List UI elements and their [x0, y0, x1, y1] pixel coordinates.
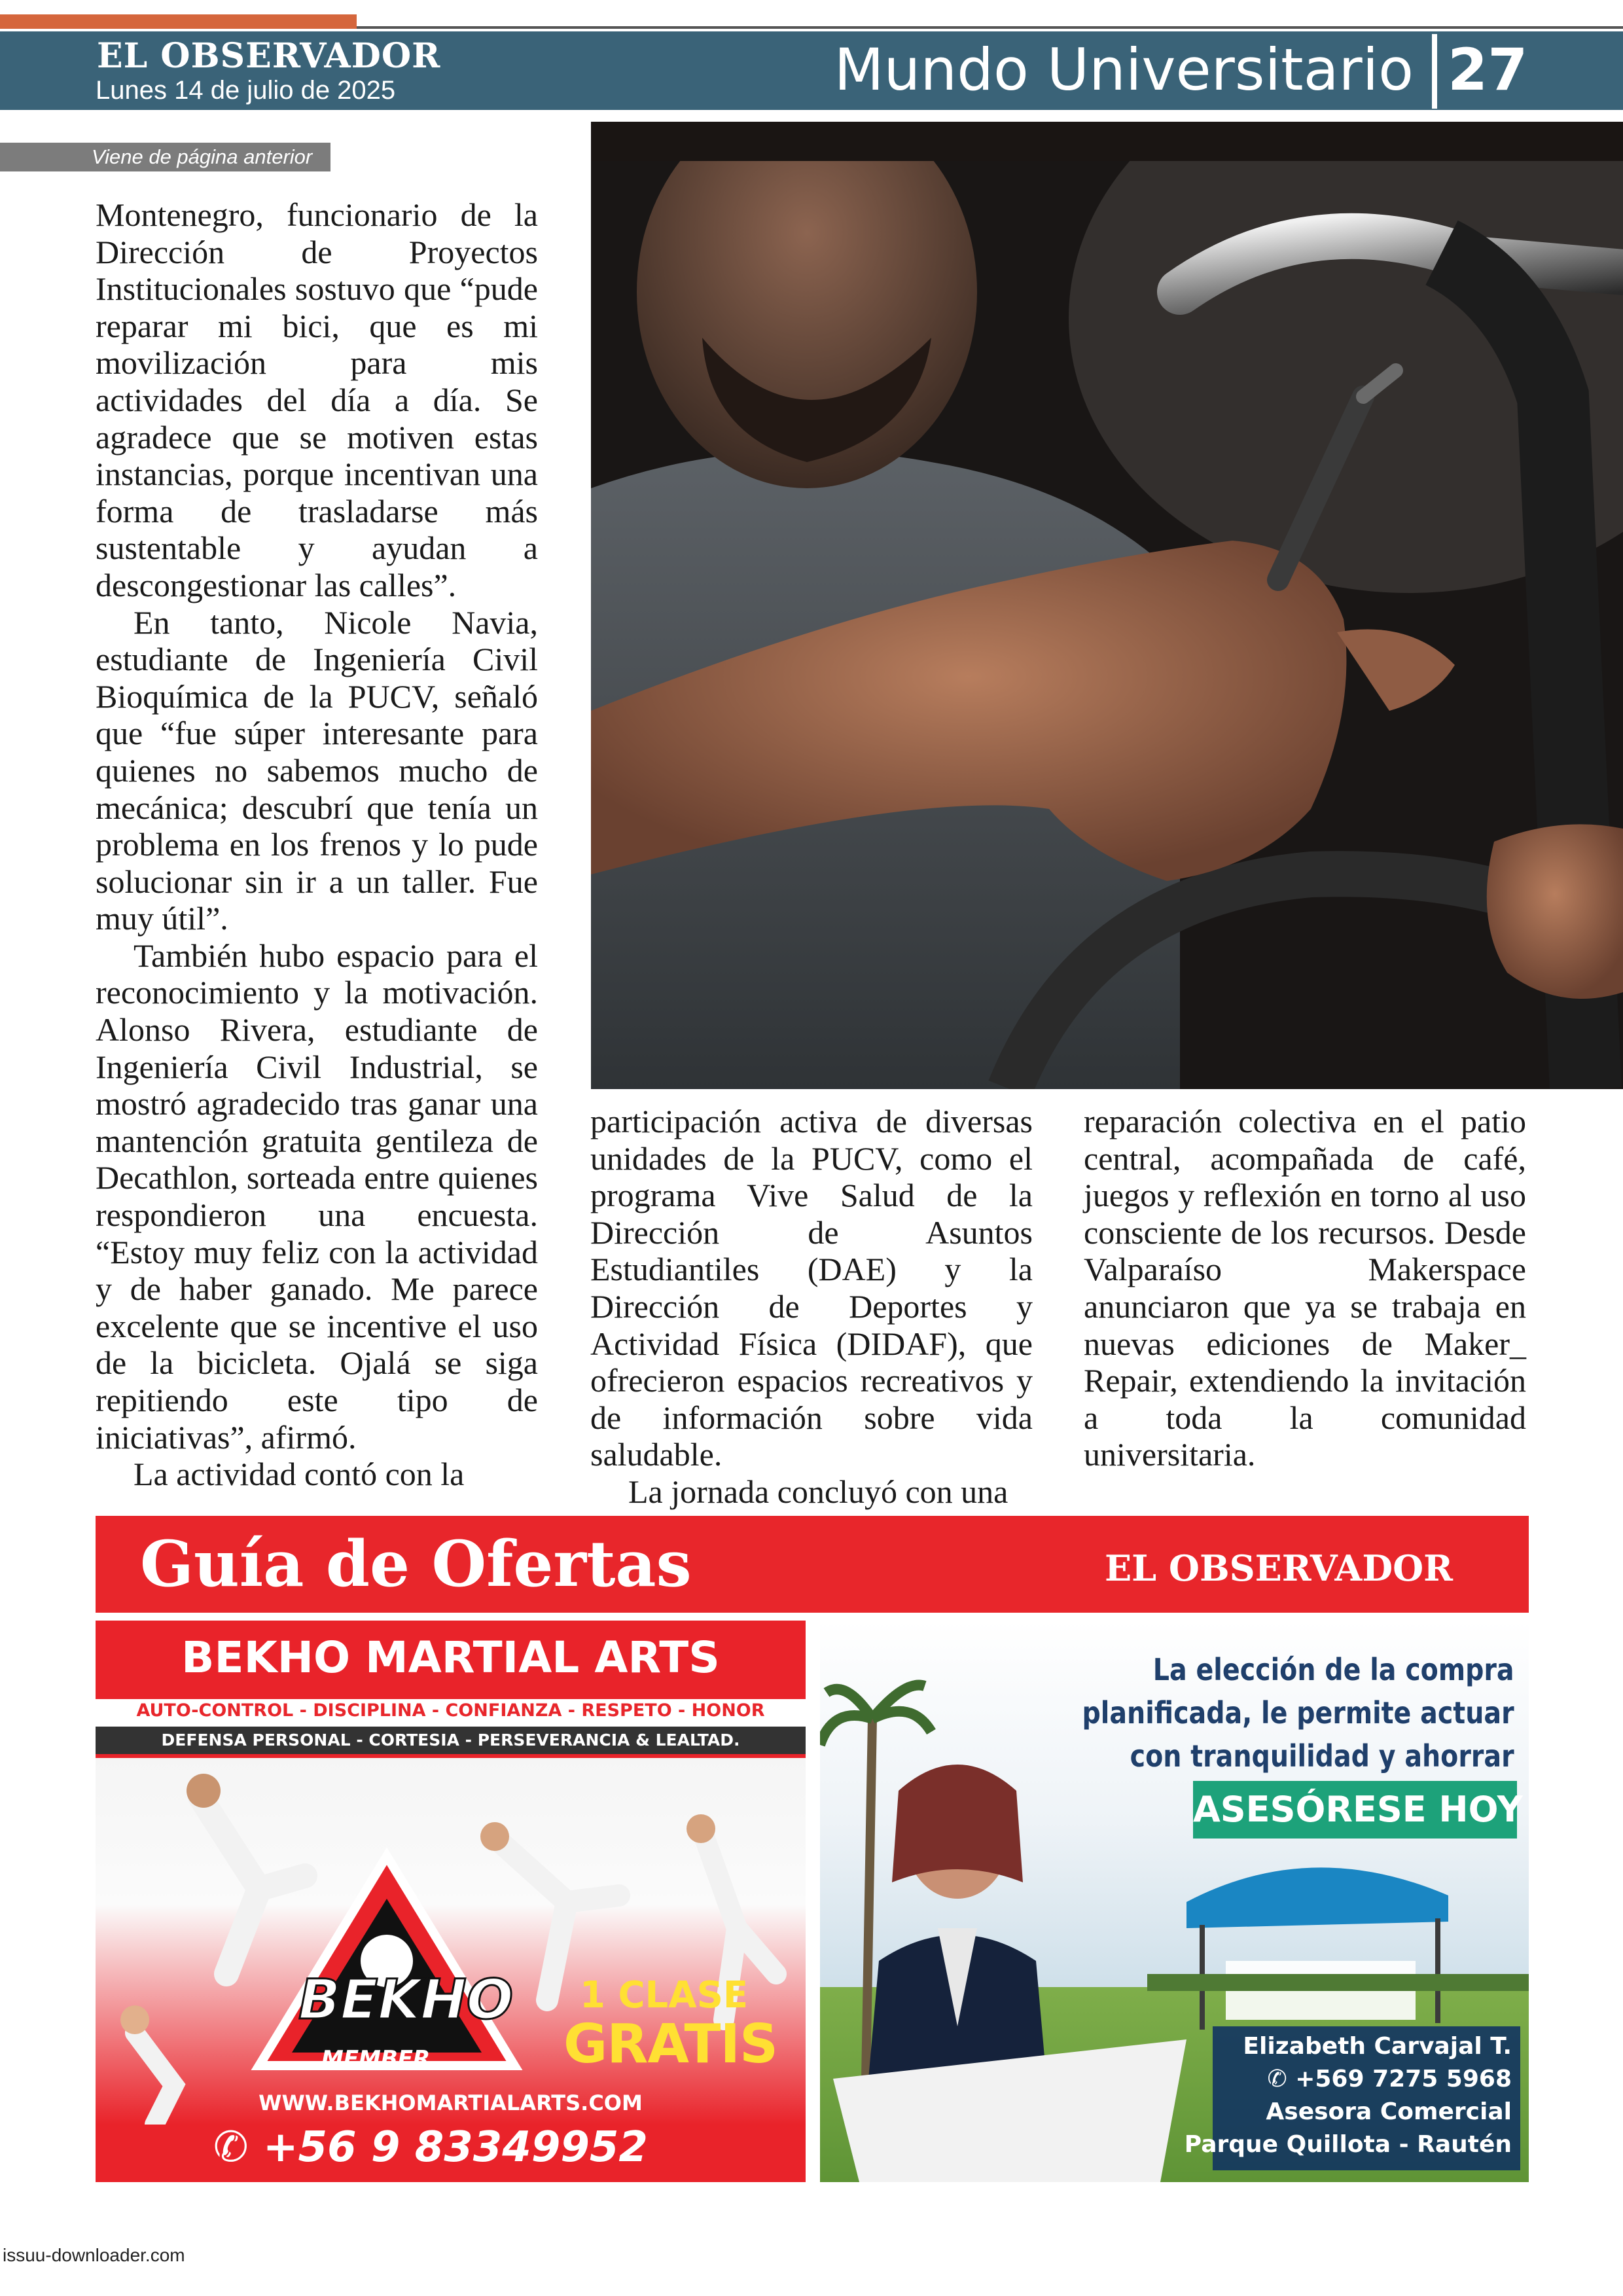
ad-advisor-phone[interactable]	[1185, 2063, 1512, 2096]
paragraph: reparación colectiva en el patio central, acompañada de café, juegos y reflexión en torno al uso consciente de los recursos. Desde Valparaíso Makerspace anunciaron que ya se trabaja en nuevas ediciones de Maker_ Repair, extendiendo la invitación a toda la comunidad universitaria.	[1084, 1103, 1526, 1473]
ad-bekho-logo: BEKHO	[298, 1967, 514, 2032]
bike-repair-illustration	[591, 122, 1623, 1089]
ads-section-title: Guía de Ofertas	[140, 1527, 692, 1601]
header-divider	[1432, 34, 1437, 109]
ad-advisor-location: Parque Quillota - Rautén	[1184, 2131, 1512, 2158]
paragraph: También hubo espacio para el reconocimiento y la motivación. Alonso Rivera, estudiante de Ingeniería Civil Industrial, se mostró agradecido tras ganar una mantención gratuita gentileza de Decathlon, sorteada entre quienes respondieron una encuesta. “Estoy muy feliz con la actividad y de haber ganado. Me parece excelente que se incentive el uso de la bicicleta. Ojalá se siga repitiendo este tipo de iniciativas”, afirmó.	[96, 937, 538, 1456]
ad-bekho-phone[interactable]	[213, 2123, 648, 2172]
page-number: 27	[1448, 36, 1528, 103]
issue-date: Lunes 14 de julio de 2025	[96, 76, 396, 105]
ad-bekho-martial-arts[interactable]	[96, 1621, 806, 2182]
ad-bekho-values-line-1: AUTO-CONTROL - DISCIPLINA - CONFIANZA - RESPETO - HONOR	[136, 1700, 765, 1721]
paragraph: Montenegro, funcionario de la Dirección de Proyectos Institucionales sostuvo que “pude reparar mi bici, que es mi movilización para mis actividades del día a día. Se agradece que se motiven estas instancias, porque incentivan una forma de trasladarse más sustentable y ayudan a descongestionar las calles”.	[96, 196, 538, 603]
whatsapp-icon: ✆	[213, 2123, 263, 2172]
watermark: issuu-downloader.com	[3, 2245, 185, 2265]
paragraph: La jornada concluyó con una	[628, 1473, 1008, 1510]
ad-advisor-phone-number: +569 7275 5968	[1295, 2066, 1512, 2092]
article-photo-bike-repair	[591, 122, 1623, 1089]
ad-bekho-promo-line-1: 1 CLASE	[580, 1974, 749, 2017]
whatsapp-icon: ✆	[1267, 2066, 1296, 2092]
ad-advisor-cta[interactable]: ASESÓRESE HOY	[1193, 1781, 1517, 1839]
paragraph: La actividad contó con la	[134, 1456, 465, 1493]
continuation-tag: Viene de página anterior	[0, 143, 330, 171]
ad-bekho-values-line-2: DEFENSA PERSONAL - CORTESIA - PERSEVERANCIA & LEALTAD.	[96, 1727, 806, 1754]
header-rule	[357, 26, 1623, 29]
newspaper-name: EL OBSERVADOR	[97, 36, 441, 76]
paragraph: participación activa de diversas unidades de la PUCV, como el programa Vive Salud de la Dirección de Asuntos Estudiantiles (DAE) y la Dirección de Deportes y Actividad Física (DIDAF), que ofrecieron espacios recreativos y de información sobre vida saludable.	[590, 1103, 1033, 1473]
ad-parque-quillota-advisor[interactable]	[820, 1621, 1529, 2182]
header-accent-bar	[0, 14, 357, 29]
ads-brand: EL OBSERVADOR	[1105, 1547, 1454, 1589]
ad-bekho-phone-number: +56 9 83349952	[262, 2123, 648, 2172]
ad-advisor-headline	[1082, 1648, 1514, 1778]
ad-bekho-website[interactable]: WWW.BEKHOMARTIALARTS.COM	[259, 2090, 643, 2115]
ad-advisor-contact	[1185, 2030, 1512, 2161]
ad-bekho-member-badge: MEMBER	[321, 2046, 431, 2072]
ad-bekho-promo-line-2: GRATIS	[563, 2013, 778, 2075]
ad-advisor-role: Asesora Comercial	[1266, 2098, 1512, 2125]
section-title: Mundo Universitario	[834, 36, 1414, 103]
ad-advisor-headline-line: con tranquilidad y ahorrar	[1130, 1738, 1514, 1774]
article-column-3	[1084, 1103, 1526, 1473]
ad-advisor-name: Elizabeth Carvajal T.	[1243, 2033, 1512, 2060]
ad-bekho-title: BEKHO MARTIAL ARTS	[181, 1632, 720, 1683]
ad-advisor-headline-line: La elección de la compra	[1153, 1652, 1514, 1687]
article-column-1	[96, 196, 538, 1493]
article-column-2	[590, 1103, 1033, 1511]
ad-advisor-headline-line: planificada, le permite actuar	[1082, 1695, 1514, 1731]
paragraph: En tanto, Nicole Navia, estudiante de Ingeniería Civil Bioquímica de la PUCV, señaló que “fue súper interesante para quienes no sabemos mucho de mecánica; descubrí que tenía un problema en los frenos y lo pude solucionar sin ir a un taller. Fue muy útil”.	[96, 603, 538, 937]
